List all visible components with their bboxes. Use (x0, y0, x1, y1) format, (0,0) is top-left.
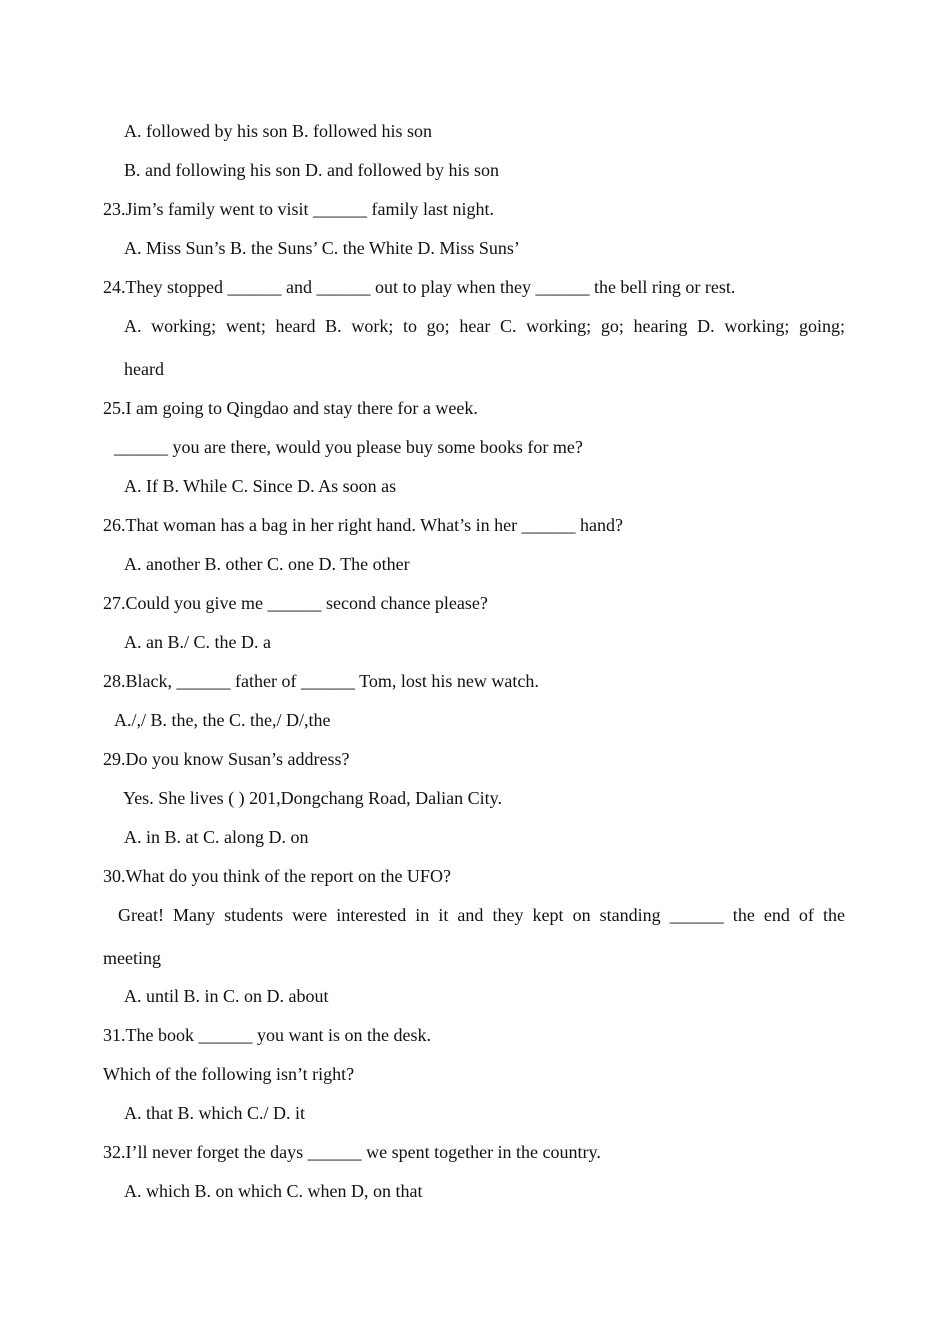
q24-options: A. working; went; heard B. work; to go; hear C. working; go; hearing D. working; going; (124, 316, 845, 336)
q29-question: 29.Do you know Susan’s address? (103, 749, 350, 769)
q30-question: 30.What do you think of the report on the UFO? (103, 866, 451, 886)
q26-question: 26.That woman has a bag in her right hand. What’s in her ______ hand? (103, 515, 624, 535)
q24-options-wrap: heard (124, 359, 164, 379)
q32-options: A. which B. on which C. when D, on that (124, 1181, 423, 1201)
q25-question-part-2: ______ you are there, would you please buy some books for me? (114, 437, 583, 457)
q22-options-line-1: A. followed by his son B. followed his son (124, 121, 432, 141)
q30-question-part-2: Great! Many students were interested in it and they kept on standing ______ the end of the (118, 905, 845, 925)
q28-options: A./,/ B. the, the C. the,/ D/,the (114, 710, 331, 730)
q32-question: 32.I’ll never forget the days ______ we spent together in the country. (103, 1142, 601, 1162)
q23-question: 23.Jim’s family went to visit ______ family last night. (103, 199, 494, 219)
q22-options-line-2: B. and following his son D. and followed by his son (124, 160, 499, 180)
q25-options: A. If B. While C. Since D. As soon as (124, 476, 397, 496)
q30-question-wrap: meeting (103, 948, 161, 968)
q30-options: A. until B. in C. on D. about (124, 986, 329, 1006)
q29-question-part-2: Yes. She lives ( ) 201,Dongchang Road, Dalian City. (123, 788, 502, 808)
q31-question: 31.The book ______ you want is on the desk. (103, 1025, 431, 1045)
q26-options: A. another B. other C. one D. The other (124, 554, 410, 574)
q27-question: 27.Could you give me ______ second chance please? (103, 593, 488, 613)
q24-question: 24.They stopped ______ and ______ out to play when they ______ the bell ring or rest. (103, 277, 736, 297)
q31-question-part-2: Which of the following isn’t right? (103, 1064, 355, 1084)
q23-options: A. Miss Sun’s B. the Suns’ C. the White D. Miss Suns’ (124, 238, 520, 258)
q31-options: A. that B. which C./ D. it (124, 1103, 305, 1123)
q29-options: A. in B. at C. along D. on (124, 827, 309, 847)
q25-question: 25.I am going to Qingdao and stay there for a week. (103, 398, 478, 418)
q27-options: A. an B./ C. the D. a (124, 632, 271, 652)
q28-question: 28.Black, ______ father of ______ Tom, lost his new watch. (103, 671, 539, 691)
